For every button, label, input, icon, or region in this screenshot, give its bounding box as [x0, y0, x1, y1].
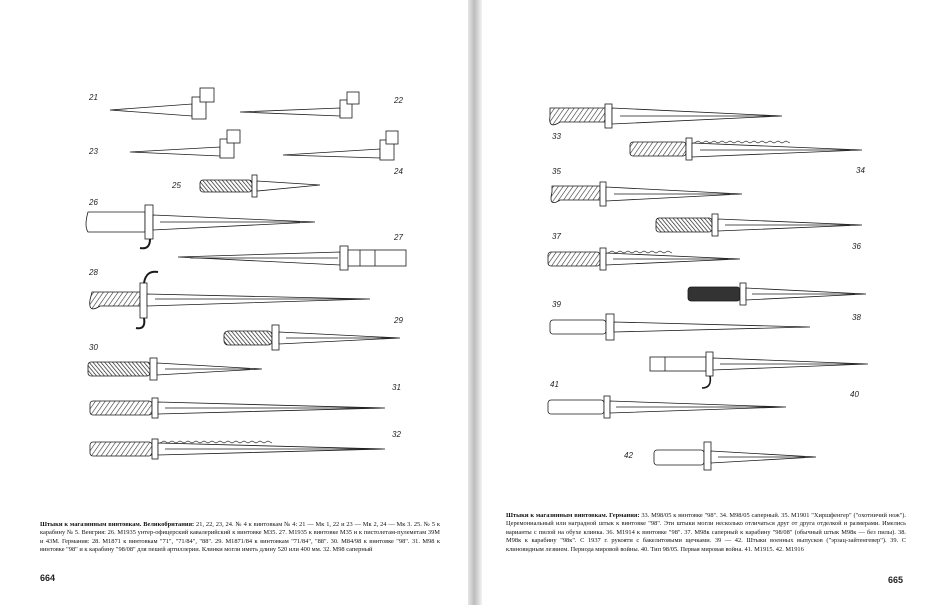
figure-label: 39 [552, 300, 561, 309]
figure-label: 22 [394, 96, 403, 105]
bayonet-42 [654, 442, 816, 470]
bayonet-21 [110, 88, 214, 119]
figure-label: 42 [624, 451, 633, 460]
bayonet-34 [630, 138, 862, 160]
bayonet-31 [90, 398, 385, 418]
bayonet-37 [548, 248, 740, 270]
figure-label: 41 [550, 380, 559, 389]
left-page-number: 664 [40, 573, 56, 583]
bayonet-29 [224, 325, 400, 350]
bayonet-27 [178, 246, 406, 270]
left-caption [40, 521, 440, 555]
figure-label: 30 [89, 343, 98, 352]
figure-label: 35 [552, 167, 561, 176]
bayonet-28 [90, 272, 370, 329]
figure-label: 26 [89, 198, 98, 207]
right-caption-body: 33. М98/05 к винтовке "98". 34. М98/05 саперный. 35. М1901 "Хиршфенгер" ("охотничий нож"). Церемониальный или наградной штык к винтовке "98". Эти штыки могли несколько отличаться друг от друга отделкой и размерами. Имелись варианты с пилой на обухе клинка. 36. М1914 к винтовке "98". 37. М98к саперный к карабину "98/08" (обычный штык М98к — без пилы). 38. М98к к карабину "98к". С 1937 г. рукояти с бакелитовыми щечками. 39 — 42. Штыки военных выпусков ("эрзац-зайтенгевер"). 39. С клиновидным лезвием. Периода мировой войны. 40. Тип 98/05. Первая мировая война. 41. М1915. 42. М1916 [506, 512, 906, 553]
bayonet-39 [550, 314, 810, 340]
bayonet-22 [240, 92, 359, 118]
bayonet-41 [548, 396, 786, 418]
bayonet-33 [550, 104, 782, 128]
right-page-number: 665 [888, 575, 904, 585]
figure-label: 29 [394, 316, 403, 325]
figure-label: 24 [394, 167, 403, 176]
bayonet-26 [86, 205, 315, 248]
bayonet-30 [88, 358, 262, 380]
bayonet-32 [90, 439, 385, 459]
figure-label: 25 [172, 181, 181, 190]
bayonet-25 [200, 175, 320, 197]
left-caption-body: 21, 22, 23, 24. № 4 к винтовкам № 4: 21 — Мк 1, 22 и 23 — Мк 2, 24 — Мк 3. 25. № 5 к карабину № 5. Венгрия: 26. М1935 унтер-офицерский кавалерийский к винтовке М35. 27. М1935 к винтовке М35 и к пистолетам-пулеметам 39М и 43М. Германия: 28. М1871 к винтовкам "71", "71/84", "88". 29. М1871/84 к винтовкам "71/84", "88". 30. М84/98 к винтовке "98". 31. М98 к винтовке "98" и к карабину "98/08" для пешей артиллерии. Клинки могли иметь длину 520 или 400 мм. 32. М98 саперный [40, 521, 440, 554]
right-caption [506, 512, 906, 554]
bayonet-38 [688, 283, 866, 305]
figure-label: 32 [392, 430, 401, 439]
right-caption-heading: Штыки к магазинным винтовкам. Германия: [506, 512, 640, 519]
figure-label: 27 [394, 233, 403, 242]
bayonet-35 [551, 182, 742, 206]
figure-label: 34 [856, 166, 865, 175]
figure-label: 28 [89, 268, 98, 277]
bayonet-24 [283, 131, 398, 160]
bayonet-23 [130, 130, 240, 158]
left-caption-heading: Штыки к магазинным винтовкам. Великобритания: [40, 521, 195, 528]
bayonet-40 [650, 352, 868, 388]
figure-label: 37 [552, 232, 561, 241]
figure-label: 40 [850, 390, 859, 399]
figure-label: 33 [552, 132, 561, 141]
figure-label: 38 [852, 313, 861, 322]
figure-label: 23 [89, 147, 98, 156]
figure-label: 31 [392, 383, 401, 392]
figure-label: 21 [89, 93, 98, 102]
figure-label: 36 [852, 242, 861, 251]
bayonet-36 [656, 214, 862, 236]
